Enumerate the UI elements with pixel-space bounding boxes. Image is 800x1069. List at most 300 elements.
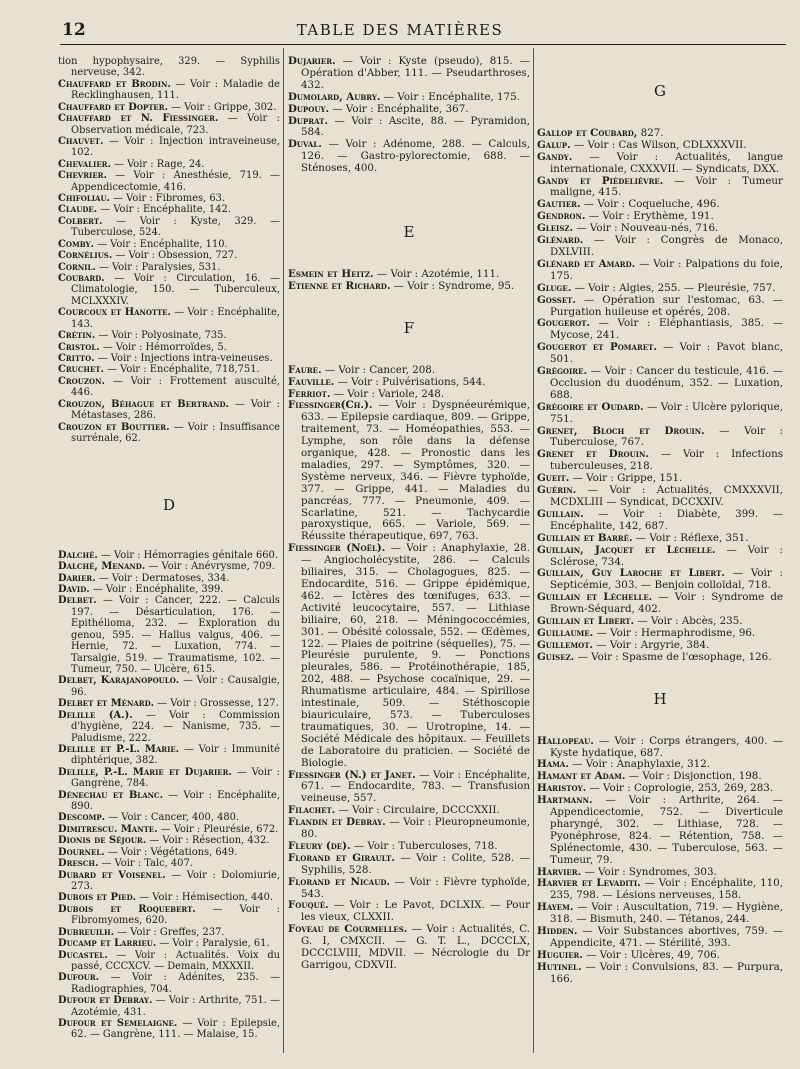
entry-author: Grenet et Drouin. xyxy=(537,448,649,461)
entry-author: Florand et Girault. xyxy=(288,851,395,864)
entry-references: — Voir : Anaphylaxie, 312. xyxy=(568,758,711,771)
entry-author: Guisez. xyxy=(537,650,575,663)
entry-references: — Voir : Végétations, 649. xyxy=(104,846,238,858)
entry-references: — Voir : Grippe, 302. xyxy=(168,101,277,113)
index-entry xyxy=(58,330,280,341)
entry-references: — Voir : Encéphalite, 110, 235, 798. — Lésions nerveuses, 158. xyxy=(550,877,783,902)
index-column-2 xyxy=(288,56,530,972)
entry-author: Huguier. xyxy=(537,948,583,961)
entry-references: — Voir : Abcès, 235. xyxy=(634,615,743,628)
entry-author: Gosset. xyxy=(537,293,576,306)
index-entry xyxy=(288,400,530,543)
entry-references: — Voir : Encéphalite, 367. xyxy=(329,102,469,115)
entry-references: — Voir : Dyspnéeurémique, 633. — Epilepsie cardiaque, 809. — Grippe, traitement, 73. — Homéopathies, 553. — Lymphe, son rôle dans la défense organique, 428. — Pronostic dans les maladies, 297. — Symptômes, 320. — Système nerveux, 346. — Fièvre typhoïde, 377. — Grippe, 441. — Maladies du pancréas, 777. — Pneumonie, 409. — Scarlatine, 521. — Tachycardie paroxystique, 665. — Variole, 569. — Réussite thérapeutique, 697, 763. xyxy=(301,399,530,543)
index-entry xyxy=(58,904,280,927)
entry-references: — Voir : Actualités. Voix du passé, CCCXCV. — Demain, MXXXII. xyxy=(71,949,280,972)
entry-author: Dubreuilh. xyxy=(58,926,115,938)
entry-references: — Voir : Résection, 432. xyxy=(146,835,270,847)
entry-author: Guérin. xyxy=(537,484,577,497)
section-letter: D xyxy=(162,496,176,515)
index-entry xyxy=(537,652,783,664)
index-entry xyxy=(537,318,783,342)
index-entry xyxy=(58,170,280,193)
section-spacer xyxy=(58,444,280,500)
entry-author: Guillaume. xyxy=(537,626,594,639)
entry-references: — Voir : Gangrène, 784. xyxy=(71,766,280,790)
entry-author: Dujarier. xyxy=(288,55,336,67)
entry-author: Crouzon. xyxy=(58,375,105,387)
index-entry xyxy=(58,675,280,698)
entry-references: — Voir : Encéphalite, 142. xyxy=(97,204,231,216)
entry-references: — Voir : Fibromyomes, 620. xyxy=(71,903,280,927)
index-entry xyxy=(58,561,280,572)
entry-references: — Voir : Erythème, 191. xyxy=(585,210,714,223)
entry-author: Harvier et Levaditi. xyxy=(537,877,641,890)
index-entry xyxy=(58,399,280,422)
entry-author: Chauffard et Dopter. xyxy=(58,101,169,113)
entry-references: — Voir : Encéphalite, 671. — Endocardite, 783. — Transfusion veineuse, 557. xyxy=(301,768,530,805)
entry-references: — Voir : Congrès de Monaco, DXLVIII. xyxy=(550,234,783,258)
entry-author: Cornil. xyxy=(58,261,96,273)
entry-references: — Voir : Encéphalite, 175. xyxy=(380,90,520,103)
entry-author: Gandy. xyxy=(537,150,573,163)
entry-author: Chifoliau. xyxy=(58,193,110,205)
index-entry xyxy=(288,900,530,924)
entry-references: — Voir : Circulation, 16. — Climatologie, 150. — Tuberculeux, MCLXXXIV. xyxy=(71,273,280,307)
entry-author: Delille et P.-L. Marie. xyxy=(58,743,180,755)
entry-author: Claude. xyxy=(58,204,98,216)
index-entry xyxy=(58,858,280,869)
index-entry xyxy=(537,152,783,176)
entry-author: Guillain, Jacquet et Léchelle. xyxy=(537,543,716,556)
section-spacer xyxy=(537,706,783,736)
entry-author: Delbet. xyxy=(58,595,97,607)
entry-author: Gendron. xyxy=(537,210,586,223)
entry-references: — Voir : Observation médicale, 723. xyxy=(71,113,280,136)
entry-author: Flandin et Debray. xyxy=(288,816,386,829)
entry-references: — Voir : Fibromes, 63. xyxy=(110,193,226,205)
index-entry xyxy=(58,812,280,823)
entry-references: — Voir : Variole, 248. xyxy=(330,387,445,400)
entry-author: Filachet. xyxy=(288,804,336,817)
index-entry xyxy=(58,113,280,136)
entry-author: Hamant et Adam. xyxy=(537,770,626,783)
entry-references: — Voir : Fièvre typhoïde, 543. xyxy=(301,875,530,900)
entry-references: — Voir : Injection intraveineuse, 102. xyxy=(71,135,280,159)
entry-author: Florand et Nicaud. xyxy=(288,875,390,888)
entry-references: — Voir : Maladie de Recklinghausen, 111. xyxy=(71,78,280,102)
entry-author: Foveau de Courmelles. xyxy=(288,923,408,936)
entry-references: — Voir : Immunité diphtérique, 382. xyxy=(71,743,280,767)
index-entry xyxy=(537,509,783,533)
entry-author: Gandy et Piédelièvre. xyxy=(537,174,664,187)
entry-author: Delbet, Karajanopoulo. xyxy=(58,675,180,687)
index-entry xyxy=(58,573,280,584)
entry-references: — Voir : Hémorragies génitale 660. xyxy=(97,549,278,561)
index-entry xyxy=(58,102,280,113)
index-entry xyxy=(537,736,783,760)
entry-author: Dionis de Séjour. xyxy=(58,835,147,847)
index-entry xyxy=(58,972,280,995)
index-entry xyxy=(58,56,280,79)
index-entry xyxy=(288,877,530,901)
entry-author: Hartmann. xyxy=(537,794,593,807)
entry-author: Hutinel. xyxy=(537,960,582,973)
index-entry xyxy=(58,342,280,353)
entry-author: Etienne et Richard. xyxy=(288,279,391,292)
entry-author: Guillain et Léchelle. xyxy=(537,591,653,604)
index-entry xyxy=(58,307,280,330)
index-entry xyxy=(58,193,280,204)
page-title: TABLE DES MATIÈRES xyxy=(296,21,504,39)
entry-references: — Voir : Actualités, CMXXXVII, MCDXLIII — Syndicat, DCCXXIV. xyxy=(550,484,783,508)
entry-author: Duval. xyxy=(288,138,322,151)
entry-references: — Voir : Actualités, C. G. I, CMXCII. — G. T. L., DCCCLX, DCCCLVIII, MDVII. — Nécrologie du Dr Garrigou, CDXVII. xyxy=(301,923,531,971)
entry-author: Dournel. xyxy=(58,846,105,858)
entry-references: — Voir : Pulvérisations, 544. xyxy=(334,375,486,388)
entry-references: — Voir : Dermatoses, 334. xyxy=(95,572,230,584)
entry-references: tion hypophysaire, 329. — Syphilis nerveuse, 342. xyxy=(58,56,280,79)
column-divider-1 xyxy=(283,48,284,1053)
index-entry xyxy=(58,204,280,215)
entry-author: Duprat. xyxy=(288,114,328,127)
entry-author: Hidden. xyxy=(537,925,578,938)
index-entry xyxy=(58,892,280,903)
index-entry xyxy=(537,176,783,200)
index-entry xyxy=(58,938,280,949)
index-entry xyxy=(537,259,783,283)
index-entry xyxy=(58,262,280,273)
entry-references: — Voir : Injections intra-veineuses. xyxy=(94,352,273,364)
entry-author: Chauffard et Brodin. xyxy=(58,78,171,90)
index-entry xyxy=(58,364,280,375)
entry-references: — Voir : Adénome, 288. — Calculs, 126. — Gastro-pylorectomie, 688. — Sténoses, 400. xyxy=(301,138,530,175)
entry-author: Guillain. xyxy=(537,507,584,520)
entry-references: — Voir : Encéphalite, 399. xyxy=(89,584,224,596)
entry-author: Coubard. xyxy=(58,273,105,285)
index-entry xyxy=(537,235,783,259)
entry-references: — Voir : Dolomiurie, 273. xyxy=(71,869,281,892)
entry-author: Gougerot. xyxy=(537,317,591,330)
entry-author: Cristol. xyxy=(58,341,100,353)
entry-references: — Voir : Actualités, langue internationale, CXXXVII. — Syndicats, DXX. xyxy=(550,150,783,175)
index-entry xyxy=(537,926,783,950)
entry-author: Fleury (de). xyxy=(288,839,351,852)
entry-references: — Voir : Adénites, 235. — Radiographies, 704. xyxy=(71,972,280,995)
index-entry xyxy=(58,767,280,790)
entry-author: Grenet, Bloch et Drouin. xyxy=(537,424,705,437)
index-entry xyxy=(58,422,280,445)
entry-author: Dalché, Menand. xyxy=(58,561,146,573)
entry-author: Gautier. xyxy=(537,198,581,211)
entry-author: Delille, P.-L. Marie et Dujarier. xyxy=(58,766,232,778)
entry-references: — Voir : Disjonction, 198. xyxy=(625,770,762,783)
entry-author: Gluge. xyxy=(537,281,572,294)
entry-references: — Voir : Anévrysme, 709. xyxy=(145,561,275,573)
entry-references: — Voir : Pavot blanc, 501. xyxy=(550,341,783,366)
entry-author: Grégoire. xyxy=(537,365,588,378)
entry-references: — Voir : Ulcères, 49, 706. xyxy=(582,948,720,961)
entry-references: — Voir : Paralysie, 61. xyxy=(156,938,270,950)
index-entry xyxy=(537,342,783,366)
entry-author: Guillain et Barré. xyxy=(537,531,633,544)
section-spacer xyxy=(288,175,530,227)
index-entry xyxy=(288,543,530,769)
index-entry xyxy=(58,870,280,893)
index-entry xyxy=(537,878,783,902)
entry-author: Dubois et Roquebert. xyxy=(58,903,196,915)
entry-author: Harvier. xyxy=(537,865,582,878)
entry-author: Hallopeau. xyxy=(537,734,594,747)
entry-references: — Voir : Septicémie, 303. — Benjoin colloïdal, 718. xyxy=(550,567,783,592)
entry-references: — Voir : Encéphalite, 110. xyxy=(93,238,228,250)
header-rule xyxy=(60,44,786,45)
entry-references: — Voir : Auscultation, 719. — Hygiène, 318. — Bismuth, 240. — Tétanos, 244. xyxy=(550,901,783,926)
entry-author: Grégoire et Oudard. xyxy=(537,400,644,413)
section-letter: G xyxy=(654,82,666,100)
entry-references: — Voir : Commission d'hygiène, 224. — Nanisme, 735. — Paludisme, 222. xyxy=(71,709,280,744)
page-header xyxy=(0,20,800,46)
entry-author: Delbet et Ménard. xyxy=(58,698,155,710)
entry-references: — Voir : Anaphylaxie, 28. — Angiocholécystite, 286. — Calculs biliaires, 315. — Cholagogues, 825. — Endocardite, 516. — Grippe épidémique, 462. — Ictères des tœnifuges, 633. — Activité leucocytaire, 557. — Lithiase biliaire, 60, 218. — Méningococcémies, 301. — Obésité colossale, 552. — Œdèmes, 122. — Plaies de poitrine (séquelles), 75. — Pleurésie purulente, 9. — Ponctions pleurales, 586. — Protéinothérapie, 185, 202, 488. — Psychose cocaïnique, 29. — Rhumatisme articulaire, 484. — Spirillose intestinale, 509. — Stéthoscopie biauriculaire, 573. — Tuberculoses traumatiques, 30. — Urotropine, 14. — Société Médicale des hôpitaux. — Feuillets de Laboratoire du praticien. — Société de Biologie. xyxy=(301,542,530,769)
entry-references: — Voir : Hémisection, 440. xyxy=(136,892,274,904)
index-entry xyxy=(537,426,783,450)
index-entry xyxy=(58,79,280,102)
entry-references: — Voir : Arthrite, 264. — Appendicectomie, 752. — Diverticule pharyngé, 302. — Lithiase, 728. — Pyonéphrose, 824. — Rétention, 758. — Splénectomie, 430. — Tuberculose, 563. — Tumeur, 79. xyxy=(550,794,783,866)
entry-references: — Voir : Métastases, 286. xyxy=(71,398,280,422)
entry-references: — Voir : Frottement ausculté, 446. xyxy=(71,375,280,399)
entry-references: — Voir : Ascite, 88. — Pyramidon, 584. xyxy=(301,114,530,139)
entry-references: — Voir : Coqueluche, 496. xyxy=(580,198,720,211)
index-entry xyxy=(58,584,280,595)
entry-references: — Voir : Sclérose, 734. xyxy=(550,543,783,568)
entry-references: — Voir : Colite, 528. — Syphilis, 528. xyxy=(301,851,531,876)
entry-author: Fauville. xyxy=(288,375,335,388)
index-entry xyxy=(537,545,783,569)
entry-author: Gueit. xyxy=(537,472,570,485)
index-entry xyxy=(58,353,280,364)
entry-references: 827. xyxy=(637,126,664,139)
entry-author: Guillain et Libert. xyxy=(537,615,635,628)
entry-author: Gleisz. xyxy=(537,222,574,235)
index-entry xyxy=(58,1018,280,1041)
section-spacer xyxy=(58,512,280,550)
entry-references: — Voir : Coprologie, 253, 269, 283. xyxy=(586,782,774,795)
entry-references: — Voir : Tuberculose, 767. xyxy=(550,424,783,449)
entry-author: Dénechau et Blanc. xyxy=(58,789,164,801)
entry-author: Crouzon, Béhague et Bertrand. xyxy=(58,398,229,410)
entry-references: — Voir : Causalgie, 96. xyxy=(71,675,280,698)
entry-author: Dubard et Voisenel. xyxy=(58,869,166,881)
entry-references: — Voir : Arthrite, 751. — Azotémie, 431. xyxy=(71,995,280,1018)
entry-references: — Voir : Tumeur maligne, 415. xyxy=(550,174,783,199)
index-entry xyxy=(288,139,530,175)
entry-references: — Voir : Spasme de l'œsophage, 126. xyxy=(574,650,772,663)
entry-author: Darier. xyxy=(58,572,96,584)
entry-author: Chauffard et N. Fiessinger. xyxy=(58,113,219,125)
entry-author: Crouzon et Bouttier. xyxy=(58,421,170,433)
index-entry xyxy=(58,824,280,835)
entry-author: Gallop et Coubard, xyxy=(537,126,638,139)
index-column-1 xyxy=(58,56,280,1041)
entry-references: — Voir : Grippe, 151. xyxy=(569,472,683,485)
index-entry xyxy=(537,366,783,402)
index-entry xyxy=(58,136,280,159)
entry-author: Critto. xyxy=(58,352,95,364)
entry-author: Esmein et Heitz. xyxy=(288,267,374,280)
entry-references: — Voir : Palpations du foie, 175. xyxy=(550,257,783,282)
entry-references: — Voir : Diabète, 399. — Encéphalite, 142, 687. xyxy=(550,507,783,532)
entry-references: — Voir : Cancer, 222. — Calculs 197. — Désarticulation, 176. — Epithélioma, 232. — Exploration du genou, 595. — Hallus valgus, 406. — Hernie, 72. — Luxation, 774. — Tarsalgie, 519. — Traumatisme, 102. — Tumeur, 750. — Ulcère, 615. xyxy=(71,595,280,675)
index-entry xyxy=(58,250,280,261)
index-entry xyxy=(537,795,783,866)
entry-author: Fiessinger(Ch.). xyxy=(288,399,373,412)
section-spacer xyxy=(537,98,783,128)
entry-author: Fiessinger (N.) et Janet. xyxy=(288,768,416,781)
entry-author: Galup. xyxy=(537,138,571,151)
entry-author: Delille (A.). xyxy=(58,709,133,721)
index-entry xyxy=(58,698,280,709)
entry-author: Ferriot. xyxy=(288,387,331,400)
entry-references: — Voir : Insuffisance surrénale, 62. xyxy=(71,421,280,444)
entry-author: Hama. xyxy=(537,758,569,771)
entry-author: Faure. xyxy=(288,363,322,376)
entry-references: — Voir : Pleuropneumonie, 80. xyxy=(301,816,530,841)
entry-references: — Voir : Eléphantiasis, 385. — Mycose, 241. xyxy=(550,317,783,342)
index-entry xyxy=(58,159,280,170)
entry-references: — Voir : Cancer, 400, 480. xyxy=(105,812,240,824)
section-spacer xyxy=(288,239,530,269)
section-letter: F xyxy=(403,318,415,337)
section-spacer xyxy=(288,335,530,365)
index-entry xyxy=(58,950,280,973)
entry-references: — Voir : Infections tuberculeuses, 218. xyxy=(550,448,783,473)
entry-references: — Voir : Grossesse, 127. xyxy=(154,698,279,710)
index-entry xyxy=(58,790,280,813)
entry-author: Dufour et Debray. xyxy=(58,995,153,1007)
entry-author: Guillemot. xyxy=(537,638,593,651)
entry-references: — Voir : Polyosinate, 735. xyxy=(95,330,227,342)
index-column-3 xyxy=(537,56,783,986)
entry-author: Dupouy. xyxy=(288,102,330,115)
entry-references: — Voir : Pleurésie, 672. xyxy=(157,823,279,835)
index-entry xyxy=(58,710,280,744)
entry-author: Dufour et Semelaigne. xyxy=(58,1018,178,1030)
index-entry xyxy=(537,449,783,473)
entry-references: — Voir : Cas Wilson, CDLXXXVII. xyxy=(570,138,747,151)
entry-references: — Voir : Cancer du testicule, 416. — Occlusion du duodénum, 352. — Luxation, 688. xyxy=(550,365,783,401)
entry-author: Glénard. xyxy=(537,234,584,247)
index-entry xyxy=(58,595,280,675)
entry-author: Descomp. xyxy=(58,812,106,824)
entry-references: — Voir : Rage, 24. xyxy=(110,158,205,170)
index-entry xyxy=(58,273,280,307)
entry-references: — Voir : Paralysies, 531. xyxy=(95,261,221,273)
index-entry xyxy=(58,835,280,846)
entry-references: — Voir : Kyste, 329. — Tuberculose, 524. xyxy=(71,215,280,239)
entry-author: Glénard et Amard. xyxy=(537,257,636,270)
entry-author: Fouqué. xyxy=(288,899,329,912)
index-entry xyxy=(58,216,280,239)
entry-author: Cruchet. xyxy=(58,364,104,376)
entry-references: — Voir : Encéphalite, 718,751. xyxy=(103,364,260,376)
section-letter: E xyxy=(403,223,415,242)
index-entry xyxy=(537,962,783,986)
entry-author: Comby. xyxy=(58,238,94,250)
entry-references: — Voir : Encéphalite, 890. xyxy=(71,789,280,813)
index-entry xyxy=(58,550,280,561)
entry-author: Colbert. xyxy=(58,215,103,227)
entry-author: Dimitrescu. Mante. xyxy=(58,823,158,835)
index-entry xyxy=(58,239,280,250)
entry-author: Fiessinger (Noël). xyxy=(288,542,386,555)
entry-author: Chevrier. xyxy=(58,170,107,182)
entry-references: — Voir : Ulcère pylorique, 751. xyxy=(550,400,784,425)
entry-references: — Voir : Corps étrangers, 400. — Kyste hydatique, 687. xyxy=(550,734,783,759)
entry-author: David. xyxy=(58,584,90,596)
index-entry xyxy=(288,817,530,841)
entry-author: Courcoux et Hanotte. xyxy=(58,307,171,319)
entry-references: — Voir : Syndromes, 303. xyxy=(581,865,717,878)
index-entry xyxy=(537,402,783,426)
entry-references: — Voir : Argyrie, 384. xyxy=(593,638,710,651)
index-entry xyxy=(537,902,783,926)
entry-author: Hayem. xyxy=(537,901,574,914)
entry-author: Crétin. xyxy=(58,330,96,342)
entry-references: — Voir : Tuberculoses, 718. xyxy=(350,839,498,852)
index-entry xyxy=(288,116,530,140)
section-letter: H xyxy=(653,689,667,708)
index-entry xyxy=(288,924,530,972)
entry-author: Ducamp et Larrieu. xyxy=(58,938,157,950)
entry-references: — Voir : Obsession, 727. xyxy=(112,250,238,262)
index-entry xyxy=(58,927,280,938)
entry-references: — Voir : Epilepsie, 62. — Gangrène, 111. — Malaise, 15. xyxy=(71,1018,281,1041)
entry-author: Dubois et Pied. xyxy=(58,892,137,904)
entry-references: — Voir : Greffes, 237. xyxy=(114,926,225,938)
index-entry xyxy=(58,995,280,1018)
entry-author: Gougerot et Pomaret. xyxy=(537,341,657,354)
entry-references: — Voir : Le Pavot, DCLXIX. — Pour les vieux, CLXXII. xyxy=(301,899,530,924)
entry-references: — Voir : Convulsions, 83. — Purpura, 166. xyxy=(550,960,783,985)
entry-references: — Voir : Hermaphrodisme, 96. xyxy=(593,626,756,639)
page-number: 12 xyxy=(62,20,86,40)
index-entry xyxy=(58,847,280,858)
entry-references: — Voir : Réflexe, 351. xyxy=(632,531,749,544)
entry-author: Chauvet. xyxy=(58,135,104,147)
entry-author: Dumolard, Aubry. xyxy=(288,90,381,103)
entry-references: — Voir : Circulaire, DCCCXXII. xyxy=(335,804,500,817)
index-entry xyxy=(288,281,530,293)
entry-references: — Opération sur l'estomac, 63. — Purgation huileuse et opérés, 208. xyxy=(550,293,783,318)
index-entry xyxy=(537,568,783,592)
entry-references: — Voir : Encéphalite, 143. xyxy=(71,307,280,330)
index-entry xyxy=(537,295,783,319)
entry-references: — Voir : Algies, 255. — Pleurésie, 757. xyxy=(571,281,776,294)
index-entry xyxy=(288,770,530,806)
entry-author: Dalché. xyxy=(58,549,98,561)
entry-author: Cornélius. xyxy=(58,250,113,262)
index-entry xyxy=(537,485,783,509)
index-entry xyxy=(58,376,280,399)
entry-author: Chevalier. xyxy=(58,158,111,170)
entry-references: — Voir : Cancer, 208. xyxy=(321,363,436,376)
index-entry xyxy=(288,56,530,92)
entry-references: — Voir : Syndrome, 95. xyxy=(390,279,515,292)
entry-references: — Voir : Syndrome de Brown-Séquard, 402. xyxy=(550,591,784,616)
index-entry xyxy=(288,853,530,877)
entry-references: — Voir : Talc, 407. xyxy=(98,858,193,870)
